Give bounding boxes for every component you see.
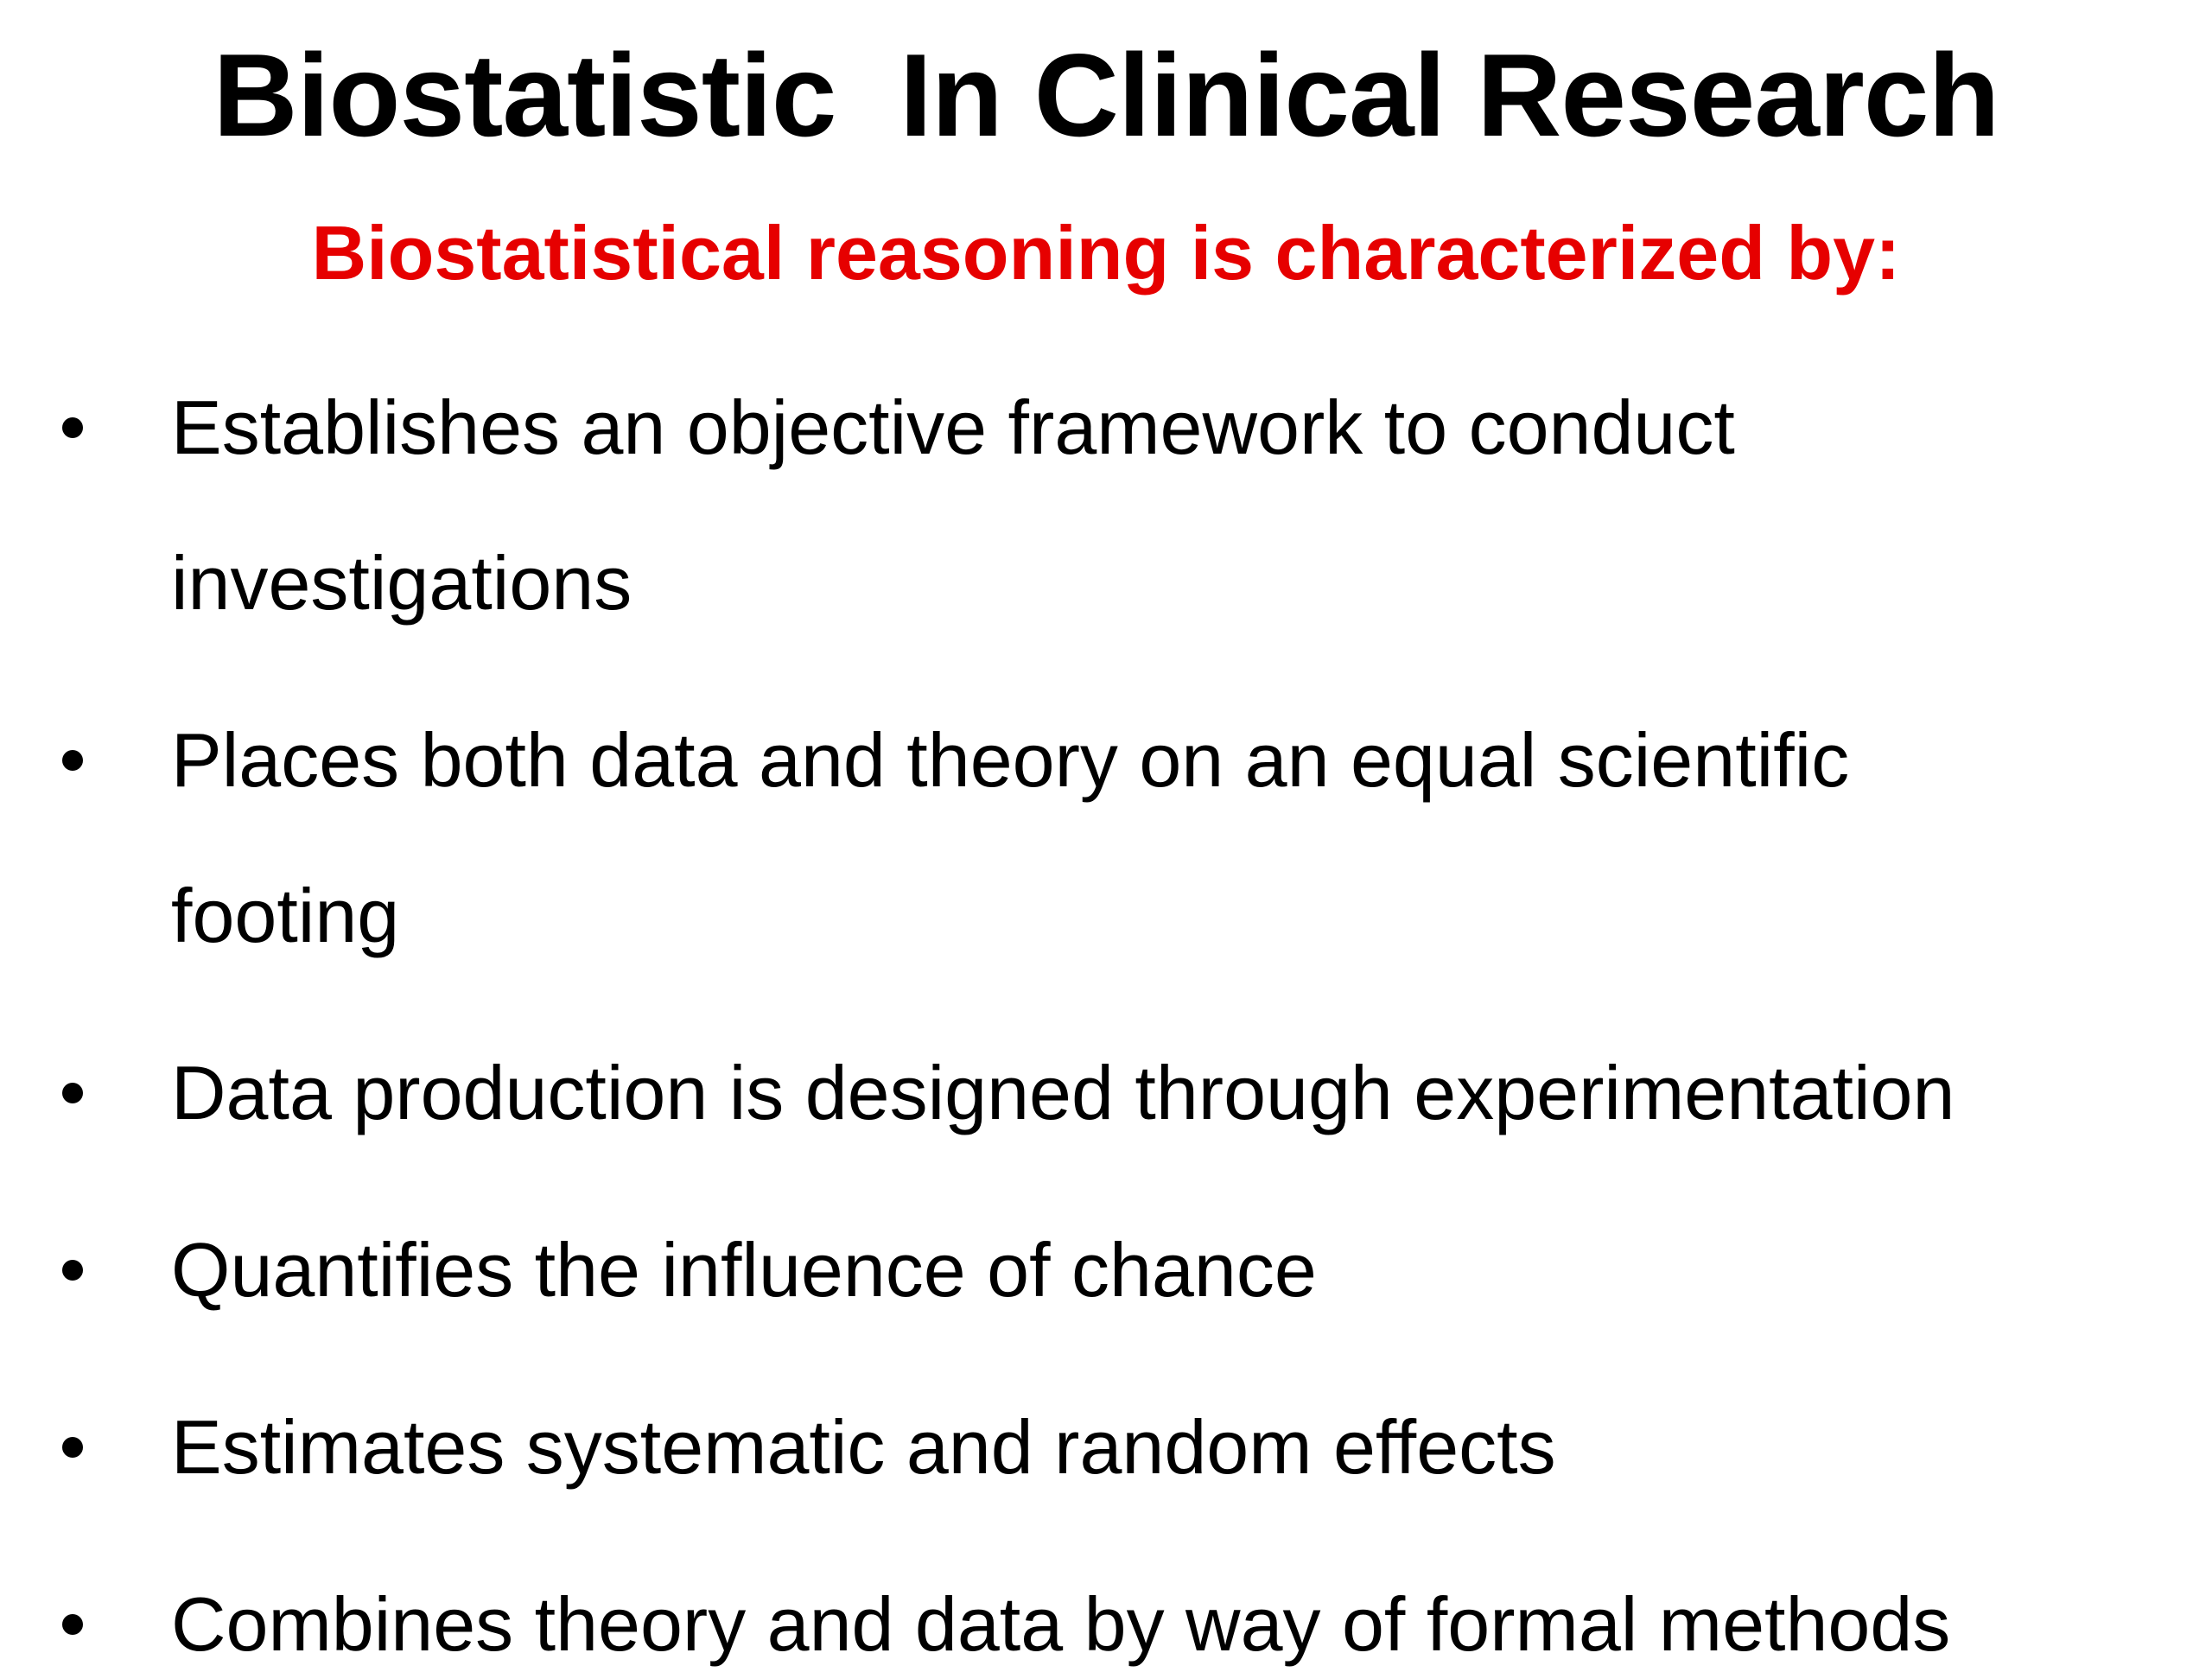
bullet-icon bbox=[57, 1253, 92, 1287]
bullet-text-line: footing bbox=[171, 873, 400, 958]
bullet-text-line: investigations bbox=[171, 540, 632, 626]
bullet-icon bbox=[57, 1430, 92, 1465]
bullet-text-line: Establishes an objective framework to conduct bbox=[171, 385, 1735, 470]
bullet-text-line: Combines theory and data by way of formal methods bbox=[171, 1581, 1951, 1667]
bullet-icon bbox=[57, 410, 92, 445]
bullet-icon bbox=[57, 1607, 92, 1642]
bullet-text-line: Data production is designed through experimentation bbox=[171, 1050, 1955, 1135]
bullet-icon bbox=[57, 743, 92, 778]
slide-title: Biostatistic In Clinical Research bbox=[213, 29, 1999, 161]
slide-subtitle: Biostatistical reasoning is characterized by: bbox=[311, 210, 1901, 296]
bullet-text-line: Quantifies the influence of chance bbox=[171, 1227, 1317, 1313]
bullet-text-line: Estimates systematic and random effects bbox=[171, 1404, 1556, 1490]
bullet-icon bbox=[57, 1076, 92, 1110]
bullet-text-line: Places both data and theory on an equal scientific bbox=[171, 717, 1850, 803]
